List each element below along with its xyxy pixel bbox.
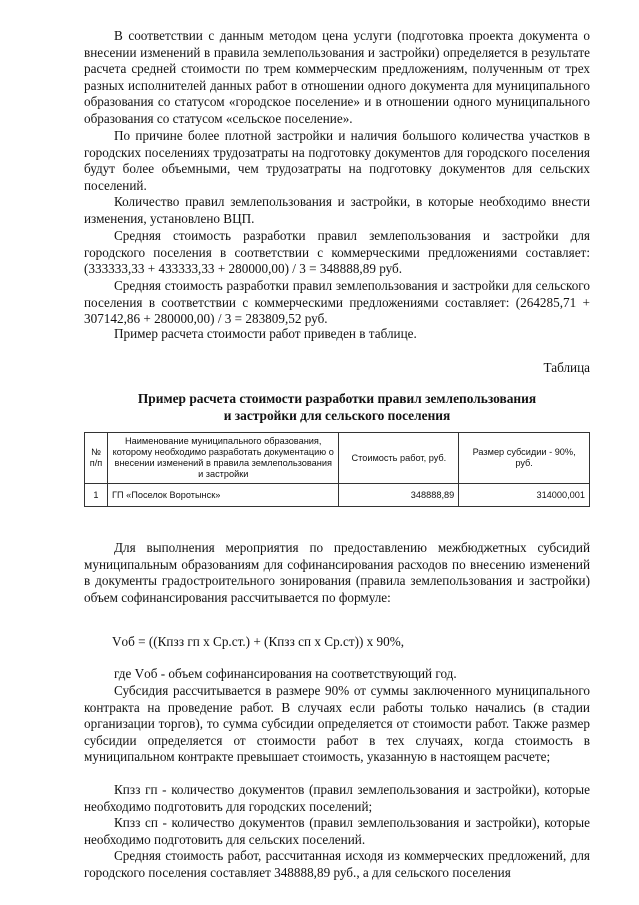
paragraph-measure: Для выполнения мероприятия по предоставлению межбюджетных субсидий муниципальным образованиям для софинансирования расходов по внесению изменений в документы градостроительного зонирования (правила землепользования и застройки) объем софинансирования рассчитывается по формуле: [84,540,590,605]
row-subsidy: 314000,001 [459,484,590,507]
paragraph-urban-cost: Средняя стоимость разработки правил землепользования и застройки для городского поселения в соответствии с коммерческими предложениями составляет: (333333,33 + 433333,33 + 280000,00) / 3 = 348888,89 руб. [84,228,590,276]
row-cost: 348888,89 [339,484,459,507]
paragraph-subsidy: Субсидия рассчитывается в размере 90% от суммы заключенного муниципального контракта на проведение работ. В случаях если работы только начались (в стадии организации торгов), то сумма субсидии определяется от стоимости работ. Также размер субсидии определяется от стоимости работ в тех случаях, когда стоимость в муниципальном контракте превышает стоимость, указанную в настоящем расчете; [84,683,590,764]
header-num: № п/п [85,433,108,484]
row-name: ГП «Поселок Воротынск» [107,484,338,507]
paragraph-kpzz-sp: Кпзз сп - количество документов (правил землепользования и застройки), которые необходимо подготовить для сельских поселений. [84,815,590,847]
cost-table [84,432,590,507]
paragraph-count: Количество правил землепользования и застройки, в которые необходимо внести изменения, установлено ВЦП. [84,194,590,226]
table-label: Таблица [543,360,590,375]
table-row [85,484,590,507]
header-subsidy: Размер субсидии - 90%, руб. [459,433,590,484]
paragraph-method: В соответствии с данным методом цена услуги (подготовка проекта документа о внесении изменений в правила землепользования и застройки) определяется в результате расчета средней стоимости по трем коммерческим предложениям, полученным от трех разных исполнителей данных работ в отношении одного документа для муниципального образования со статусом «городское поселение» и в отношении одного муниципального образования со статусом «сельское поселение». [84,28,590,126]
paragraph-example: Пример расчета стоимости работ приведен в таблице. [114,326,417,341]
row-num: 1 [85,484,108,507]
paragraph-rural-cost: Средняя стоимость разработки правил землепользования и застройки для сельского поселения в соответствии с коммерческими предложениями составляет: (264285,71 + 307142,86 + 280000,00) / 3 = 283809,52 руб. [84,278,590,326]
header-name: Наименование муниципального образования, которому необходимо разработать документацию о внесении изменений в правила землепользования и застройки [107,433,338,484]
header-cost: Стоимость работ, руб. [339,433,459,484]
paragraph-kpzz-gp: Кпзз гп - количество документов (правил землепользования и застройки), которые необходимо подготовить для городских поселений; [84,782,590,814]
table-header-row [85,433,590,484]
paragraph-average-cost: Средняя стоимость работ, рассчитанная исходя из коммерческих предложений, для городского поселения составляет 348888,89 руб., а для сельского поселения [84,848,590,880]
table-title-line1: Пример расчета стоимости разработки правил землепользования [137,391,537,406]
paragraph-density: По причине более плотной застройки и наличия большого количества участков в городских поселениях трудозатраты на подготовку документов для городского поселения будут более объемными, чем трудозатраты на подготовку документов для сельских поселений. [84,128,590,193]
formula: Vоб = ((Кпзз гп х Ср.ст.) + (Кпзз сп х Ср.ст)) х 90%, [112,634,405,649]
table-title-line2: и застройки для сельского поселения [223,408,451,423]
paragraph-where: где Vоб - объем софинансирования на соответствующий год. [114,666,457,681]
